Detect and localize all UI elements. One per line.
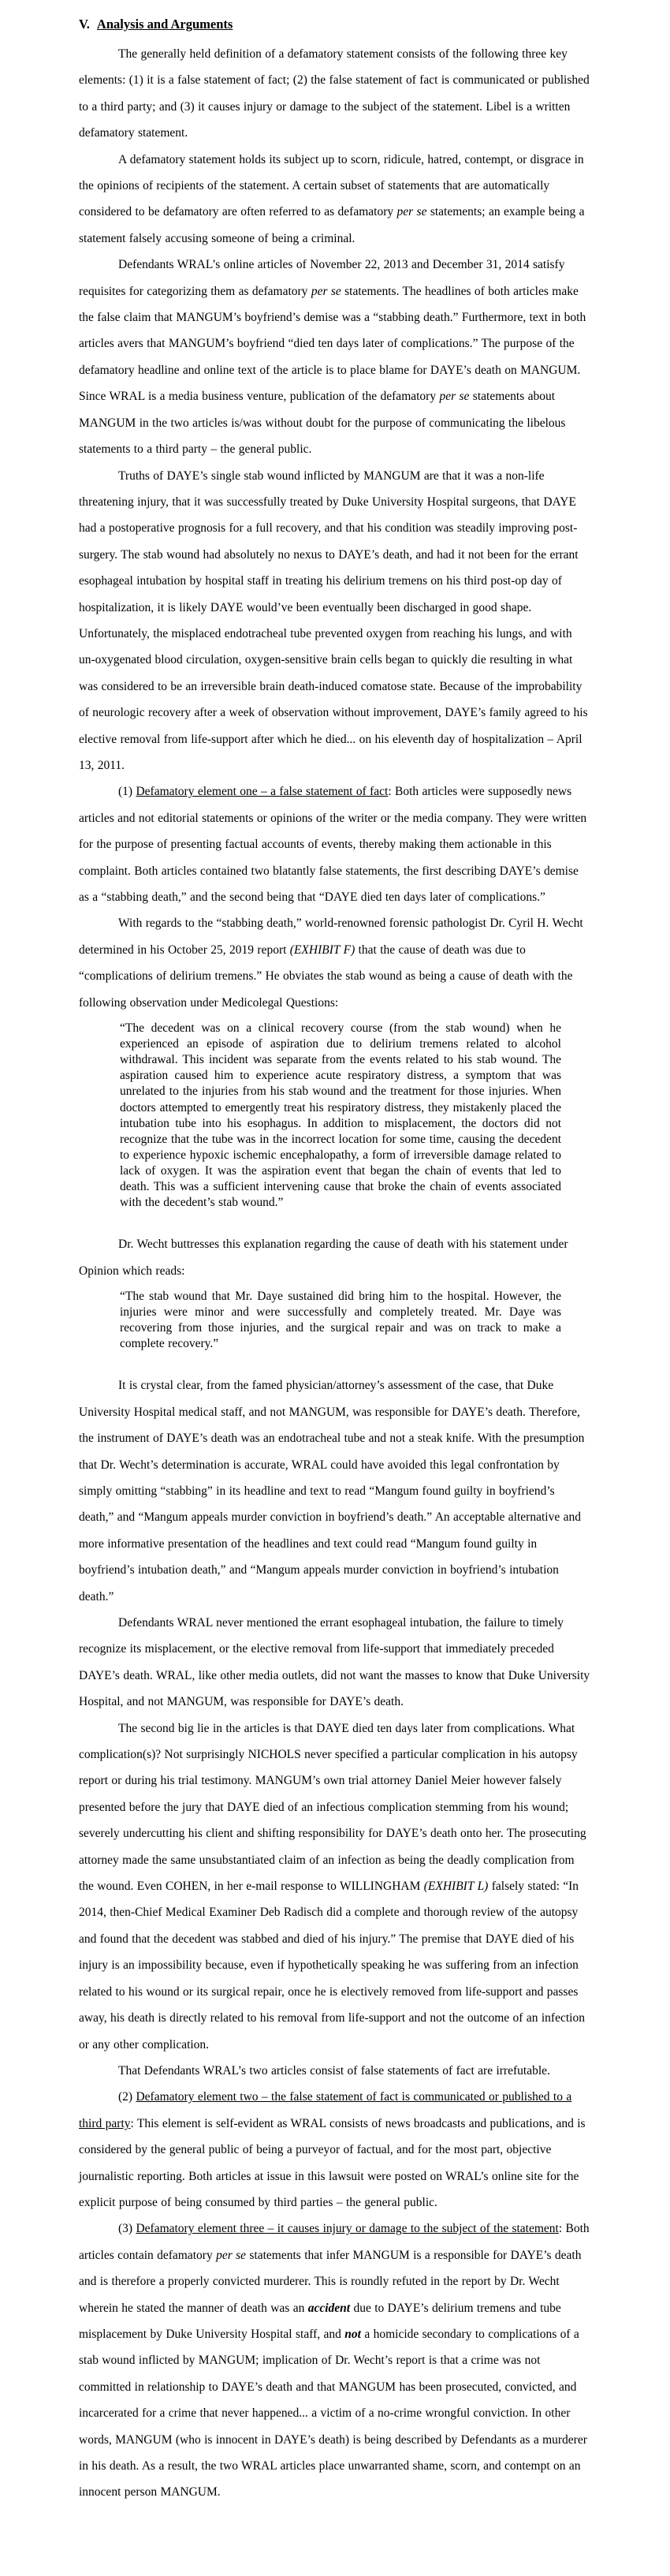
paragraph-13 (79, 2216, 591, 2505)
text-run: Truths of DAYE’s single stab wound inflicted by MANGUM are that it was a non-life threatening injury, that it was successfully treated by Duke University Hospital surgeons, that DAYE had a postoperative prognosis for a full recovery, and that his condition was steadily improving post-surgery. The stab wound had absolutely no nexus to DAYE’s death, and had it not been for the errant esophageal intubation by hospital staff in treating his delirium tremens on his third post-op day of hospitalization, it is likely DAYE would’ve been eventually been discharged in good shape. Unfortunately, the misplaced endotracheal tube prevented oxygen from reaching his lungs, and with un-oxygenated blood circulation, oxygen-sensitive brain cells began to quickly die resulting in what was considered to be an irreversible brain death-induced comatose state. Because of the improbability of neurologic recovery after a week of observation without improvement, DAYE’s family agreed to his elective removal from life-support after which he died... on his eleventh day of hospitalization – April 13, 2011. (79, 469, 588, 772)
text-run: not (344, 2327, 361, 2341)
text-run: accident (307, 2301, 351, 2315)
text-run: : Both articles contain defamatory (79, 2222, 590, 2262)
text-run: V. (79, 17, 90, 32)
text-run: per se (396, 205, 427, 219)
paragraph-4 (79, 463, 591, 779)
text-run: Dr. Wecht buttresses this explanation regarding the cause of death with his statement under Opinion which reads: (79, 1238, 568, 1278)
text-run: Defamatory element one – a false statement of fact (136, 785, 389, 799)
document-body (79, 11, 591, 2506)
paragraph-11 (79, 2058, 591, 2084)
text-run: (2) (118, 2090, 136, 2104)
block-quote-1 (120, 1021, 561, 1211)
text-run: that the cause of death was due to “complications of delirium tremens.” He obviates the stab wound as being a cause of death with the following observation under Medicolegal Questions: (79, 943, 573, 1010)
text-run: statements that infer MANGUM is a responsible for DAYE’s death and is therefore a properly convicted murderer. This is roundly refuted in the report by Dr. Wecht wherein he stated the manner of death was an (79, 2248, 582, 2315)
text-run: a homicide secondary to complications of a stab wound inflicted by MANGUM; implication of Dr. Wecht’s report is that a crime was not committed in relationship to DAYE’s death and that MANGUM has been prosecuted, convicted, and incarcerated for a crime that never happened... a victim of a no-crime wrongful conviction. In other words, MANGUM (who is innocent in DAYE’s death) is being described by Defendants as a murderer in his death. As a result, the two WRAL articles place unwarranted shame, scorn, and contempt on an innocent person MANGUM. (79, 2327, 587, 2499)
text-run: Defendants WRAL never mentioned the errant esophageal intubation, the failure to timely recognize its misplacement, or the elective removal from life-support that immediately preceded DAYE’s death. WRAL, like other media outlets, did not want the masses to know that Duke University Hospital, and not MANGUM, was responsible for DAYE’s death. (79, 1616, 590, 1709)
text-run: The second big lie in the articles is that DAYE died ten days later from complications. What complication(s)? Not surprisingly NICHOLS never specified a particular complication in his autopsy report or during his trial testimony. MANGUM’s own trial attorney Daniel Meier however falsely presented before the jury that DAYE died of an infectious complication stemming from his wound; severely undercutting his client and shifting responsibility for DAYE’s death onto her. The prosecuting attorney made the same unsubstantiated claim of an infection as being the deadly complication from the wound. Even COHEN, in her e-mail response to WILLINGHAM (79, 1721, 586, 1894)
paragraph-7 (79, 1231, 591, 1284)
text-run: Defendants WRAL’s online articles of November 22, 2013 and December 31, 2014 satisfy requisites for categorizing them as defamatory (79, 258, 565, 298)
text-run: (EXHIBIT L) (423, 1880, 489, 1894)
text-run: : Both articles were supposedly news articles and not editorial statements or opinions of the writer or the media company. They were written for the purpose of presenting factual accounts of events, thereby making them actionable in this complaint. Both articles contained two blatantly false statements, the first describing DAYE’s demise as a “stabbing death,” and the second being that “DAYE died ten days later of complications.” (79, 785, 587, 904)
paragraph-2 (79, 147, 591, 252)
text-run: (1) (118, 785, 136, 799)
text-run: : This element is self-evident as WRAL consists of news broadcasts and publications, and is considered by the general public of being a purveyor of factual, and for the most part, objective journalistic reporting. Both articles at issue in this lawsuit were posted on WRAL’s online site for the explicit purpose of being consumed by third parties – the general public. (79, 2116, 586, 2209)
text-run: With regards to the “stabbing death,” world-renowned forensic pathologist Dr. Cyril H. Wecht determined in his October 25, 2019 report (79, 917, 583, 957)
paragraph-10 (79, 1715, 591, 2058)
text-run: per se (439, 390, 470, 404)
text-run: That Defendants WRAL’s two articles consist of false statements of fact are irrefutable. (118, 2063, 550, 2078)
text-run: (EXHIBIT F) (289, 943, 355, 957)
paragraph-3 (79, 252, 591, 462)
text-run: statements. The headlines of both articles make the false claim that MANGUM’s boyfriend’s demise was a “stabbing death.” Furthermore, text in both articles avers that MANGUM’s boyfriend “died ten days later of complications.” The purpose of the defamatory headline and online text of the article is to place blame for DAYE’s death on MANGUM. Since WRAL is a media business venture, publication of the defamatory (79, 284, 586, 404)
text-run: per se (311, 284, 341, 298)
paragraph-6 (79, 910, 591, 1016)
text-run: It is crystal clear, from the famed physician/attorney’s assessment of the case, that Duke University Hospital medical staff, and not MANGUM, was responsible for DAYE’s death. Therefore, the instrument of DAYE’s death was an endotracheal tube and not a steak knife. With the presumption that Dr. Wecht’s determination is accurate, WRAL could have avoided this legal confrontation by simply omitting “stabbing” in its headline and text to read “Mangum found guilty in boyfriend’s death,” and “Mangum appeals murder conviction in boyfriend’s death.” An acceptable alternative and more informative presentation of the headlines and text could read “Mangum found guilty in boyfriend’s intubation death,” and “Mangum appeals murder conviction in boyfriend’s intubation death.” (79, 1379, 585, 1603)
text-run: Defamatory element three – it causes injury or damage to the subject of the statement (136, 2222, 559, 2236)
text-run: due to DAYE’s delirium tremens and tube misplacement by Duke University Hospital staff, and (79, 2301, 561, 2341)
text-run: per se (216, 2248, 247, 2262)
text-run: statements; an example being a statement falsely accusing someone of being a criminal. (79, 205, 585, 245)
text-run: Defamatory element two – the false statement of fact is communicated or published to a third party (79, 2090, 572, 2130)
text-run: Analysis and Arguments (96, 17, 233, 32)
text-run: A defamatory statement holds its subject up to scorn, ridicule, hatred, contempt, or disgrace in the opinions of recipients of the statement. A certain subset of statements that are automatically considered to be defamatory are often referred to as defamatory (79, 152, 584, 219)
text-run: “The stab wound that Mr. Daye sustained did bring him to the hospital. However, the injuries were minor and were successfully and completely treated. Mr. Daye was recovering from those injuries, and the surgical repair and was on track to make a complete recovery.” (120, 1289, 561, 1351)
section-heading (79, 11, 591, 37)
paragraph-1 (79, 41, 591, 147)
paragraph-12 (79, 2084, 591, 2216)
text-run: “The decedent was on a clinical recovery course (from the stab wound) when he experienced an episode of aspiration due to delirium tremens related to alcohol withdrawal. This incident was separate from the events related to his stab wound. The aspiration caused him to experience acute respiratory distress, a symptom that was unrelated to the injuries from his stab wound and the treatment for those injuries. When doctors attempted to emergently treat his respiratory distress, they mistakenly placed the intubation tube into his esophagus. In addition to misplacement, the doctors did not recognize that the tube was in the incorrect location for some time, causing the decedent to experience hypoxic ischemic encephalopathy, a form of irreversible damage related to lack of oxygen. It was the aspiration event that began the chain of events that led to death. This was a sufficient intervening cause that broke the chain of events associated with the decedent’s stab wound.” (120, 1021, 561, 1210)
text-run: falsely stated: “In 2014, then-Chief Medical Examiner Deb Radisch did a complete and thorough review of the autopsy and found that the decedent was stabbed and died of his injury.” The premise that DAYE died of his injury is an impossibility because, even if hypothetically speaking he was suffering from an infection related to his wound or its surgical repair, once he is electively removed from life-support and passes away, his death is directly related to his removal from life-support and not the outcome of an infection or any other complication. (79, 1880, 585, 2051)
text-run: The generally held definition of a defamatory statement consists of the following three key elements: (1) it is a false statement of fact; (2) the false statement of fact is communicated or published to a third party; and (3) it causes injury or damage to the subject of the statement. Libel is a written defamatory statement. (79, 47, 590, 140)
text-run: statements about MANGUM in the two articles is/was without doubt for the purpose of communicating the libelous statements to a third party – the general public. (79, 390, 566, 457)
paragraph-5 (79, 778, 591, 910)
block-quote-2 (120, 1289, 561, 1352)
paragraph-8 (79, 1372, 591, 1610)
paragraph-9 (79, 1610, 591, 1715)
text-run: (3) (118, 2222, 136, 2236)
